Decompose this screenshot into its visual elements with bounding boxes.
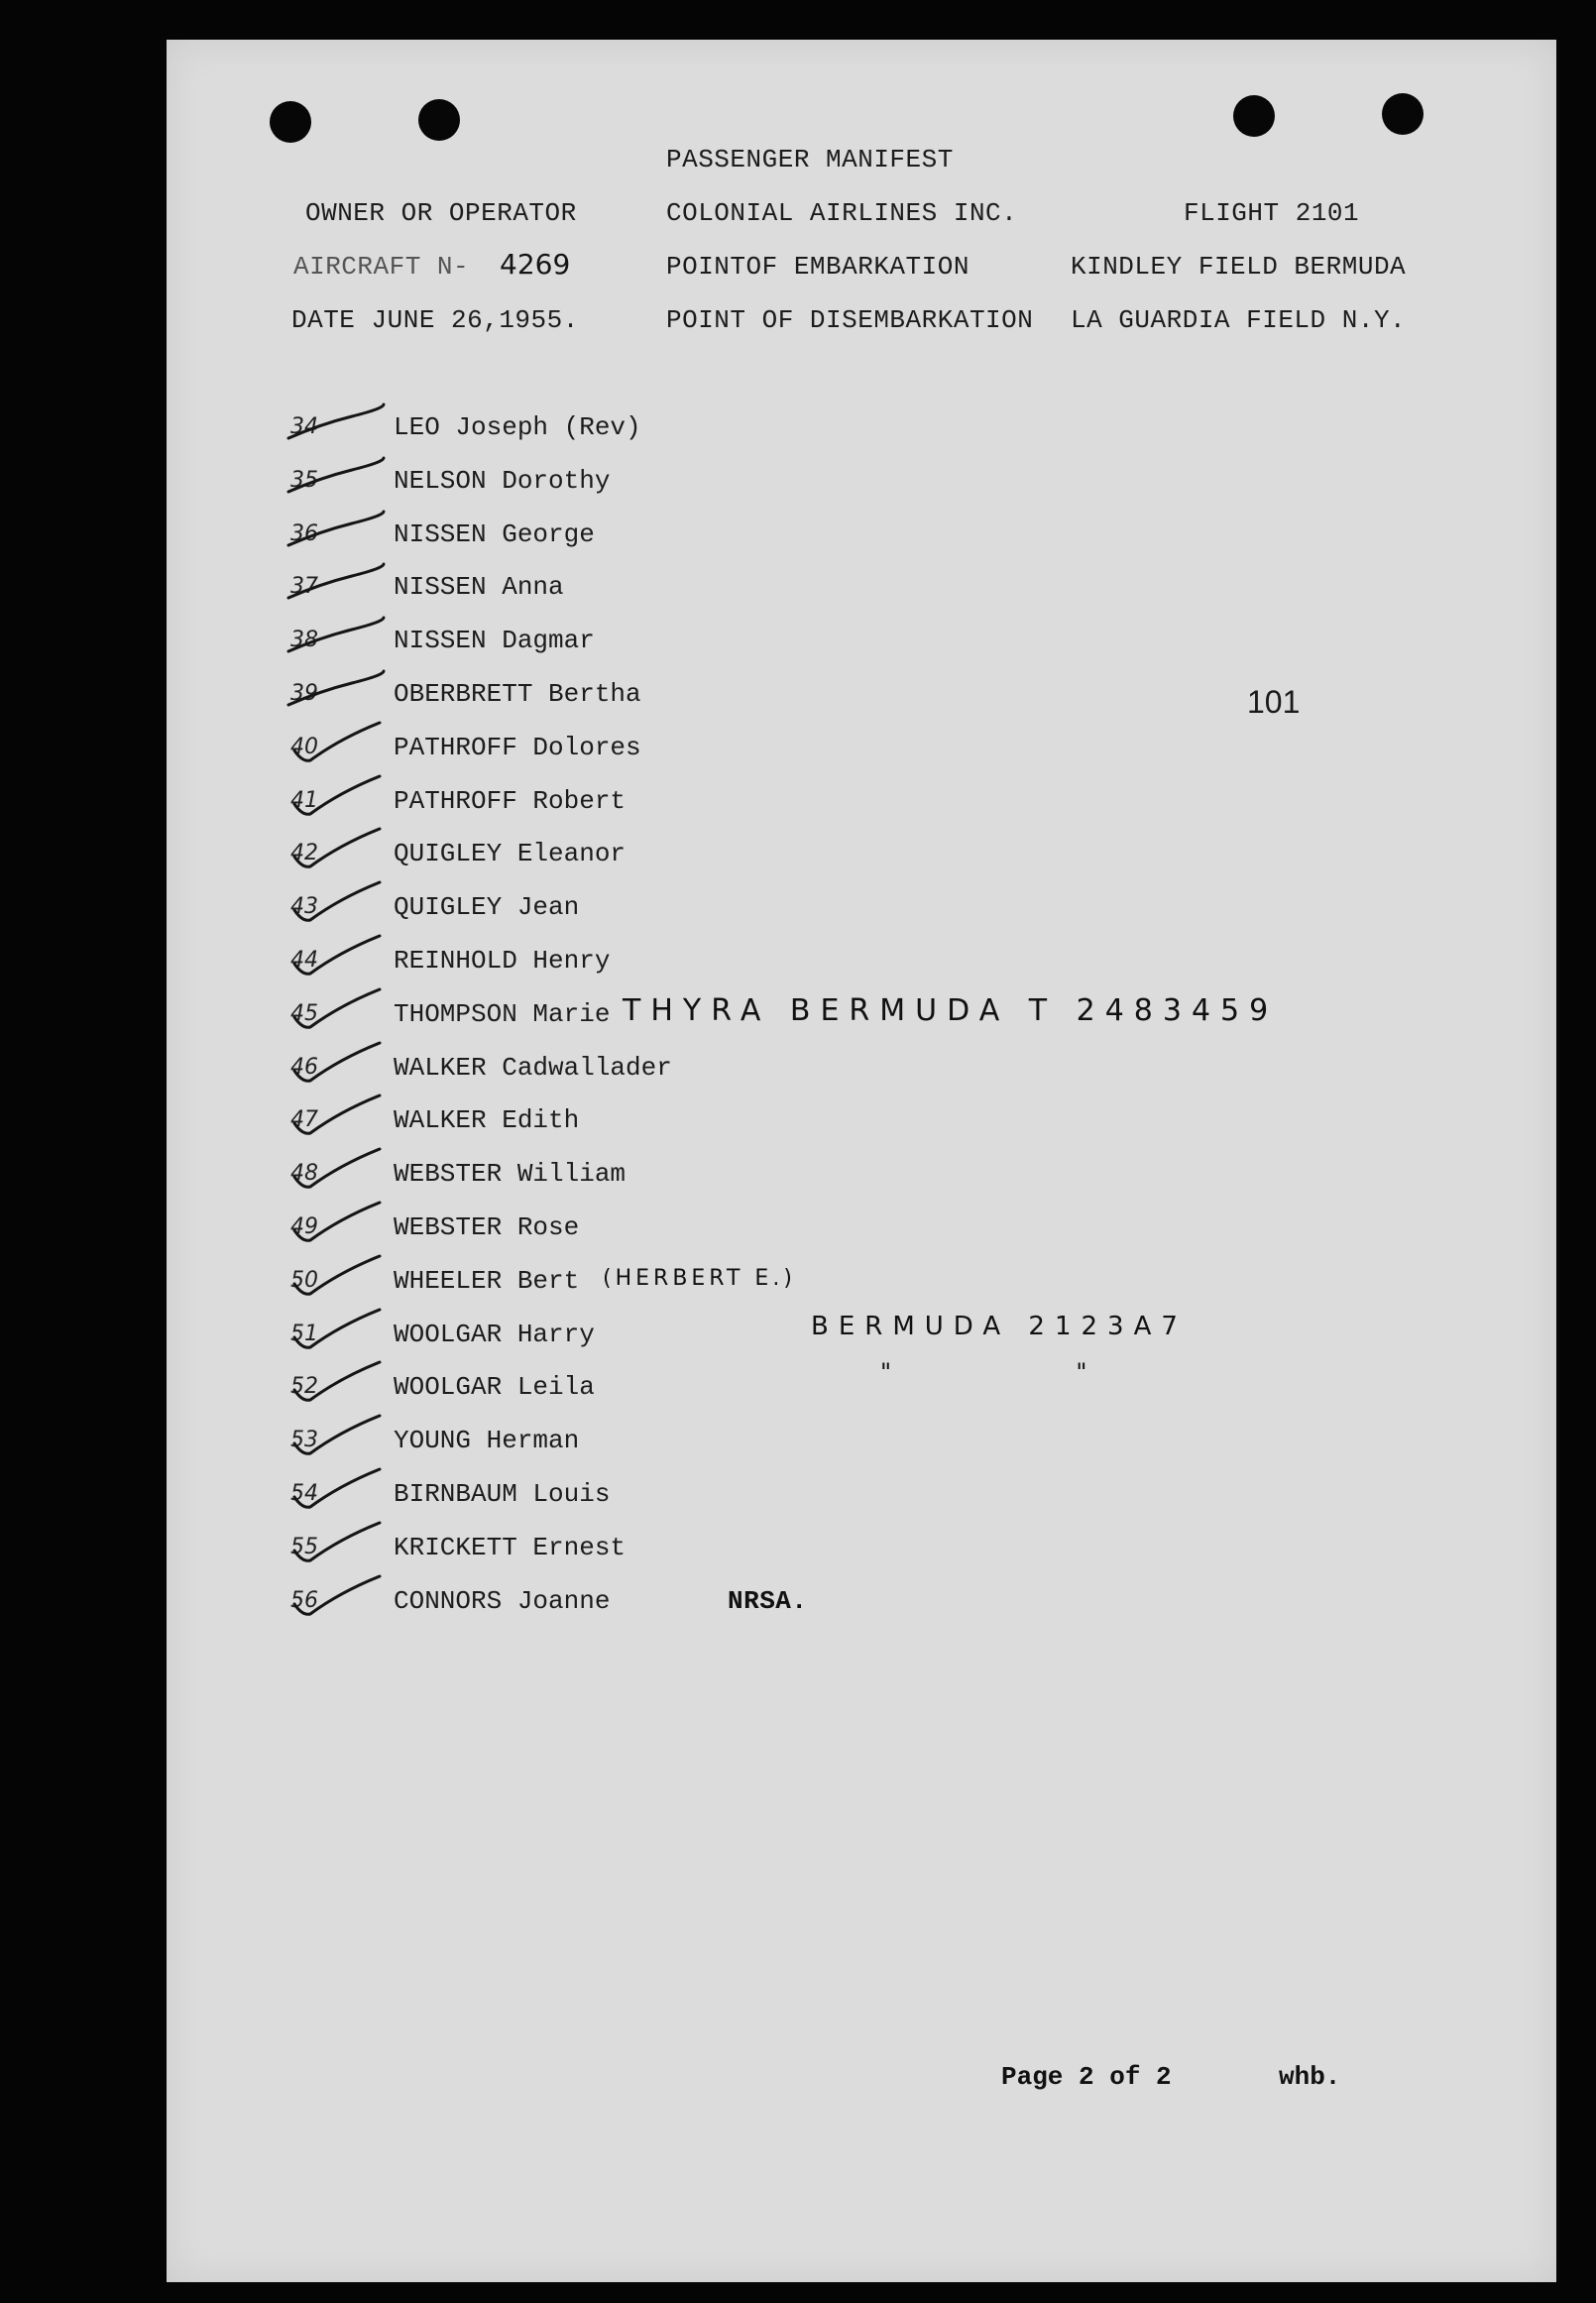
checkmark-icon — [281, 1141, 390, 1201]
passenger-row — [167, 835, 1257, 874]
passenger-name: WOOLGAR Harry — [394, 1319, 595, 1349]
passenger-row — [167, 1209, 1257, 1248]
passenger-note: " " — [880, 1358, 1097, 1387]
passenger-row — [167, 942, 1257, 981]
passenger-row — [167, 462, 1257, 502]
punch-hole — [270, 101, 311, 143]
passenger-name: QUIGLEY Eleanor — [394, 839, 627, 869]
embarkation-label: POINTOF EMBARKATION — [666, 252, 969, 282]
passenger-number: 35 — [290, 467, 318, 493]
checkmark-icon — [281, 661, 390, 721]
owner-label: OWNER OR OPERATOR — [305, 198, 577, 228]
passenger-name: NISSEN Anna — [394, 572, 564, 603]
disembarkation-value: LA GUARDIA FIELD N.Y. — [1071, 305, 1407, 335]
passenger-row — [167, 1262, 1257, 1302]
date-label: DATE JUNE 26,1955. — [291, 305, 579, 335]
manifest-title: PASSENGER MANIFEST — [666, 145, 954, 174]
passenger-number: 49 — [290, 1214, 318, 1239]
passenger-name: PATHROFF Robert — [394, 785, 627, 816]
passenger-number: 54 — [290, 1481, 318, 1506]
passenger-number: 50 — [290, 1267, 318, 1293]
checkmark-icon — [281, 715, 390, 774]
checkmark-icon — [281, 1568, 390, 1628]
passenger-row — [167, 992, 1279, 1035]
passenger-name: WOOLGAR Leila — [394, 1372, 595, 1403]
passenger-row — [167, 1475, 1257, 1515]
passenger-row — [167, 516, 1257, 555]
checkmark-icon — [281, 1195, 390, 1254]
aircraft-label: AIRCRAFT N- — [293, 252, 470, 282]
punch-hole — [1382, 93, 1424, 135]
passenger-name: NISSEN George — [394, 518, 595, 549]
checkmark-icon — [281, 448, 390, 508]
checkmark-icon — [281, 981, 390, 1041]
passenger-number: 37 — [290, 574, 318, 600]
passenger-note: BERMUDA 2123A7 — [811, 1311, 1188, 1341]
punch-hole — [1233, 95, 1275, 137]
passenger-row — [167, 888, 1257, 928]
passenger-row — [167, 568, 1257, 608]
embarkation-value: KINDLEY FIELD BERMUDA — [1071, 252, 1407, 282]
passenger-number: 47 — [290, 1107, 318, 1133]
passenger-row — [167, 408, 1257, 448]
passenger-number: 43 — [290, 894, 318, 920]
passenger-number: 40 — [290, 734, 318, 759]
passenger-name: WHEELER Bert — [394, 1265, 580, 1296]
checkmark-icon — [281, 821, 390, 880]
passenger-name: WEBSTER Rose — [394, 1212, 580, 1242]
checkmark-icon — [281, 1302, 390, 1361]
checkmark-icon — [281, 1354, 390, 1414]
passenger-row — [167, 1101, 1257, 1141]
passenger-row — [167, 782, 1257, 822]
clerk-initials: whb. — [1279, 2062, 1341, 2092]
passenger-row — [167, 1311, 1257, 1355]
passenger-number: 46 — [290, 1054, 318, 1080]
passenger-number: 45 — [290, 1000, 318, 1026]
checkmark-icon — [281, 502, 390, 561]
checkmark-icon — [281, 1088, 390, 1147]
passenger-number: 56 — [290, 1587, 318, 1613]
passenger-name: WALKER Cadwallader — [394, 1052, 672, 1083]
checkmark-icon — [281, 608, 390, 667]
checkmark-icon — [281, 874, 390, 934]
passenger-number: 42 — [290, 841, 318, 866]
page-indicator: Page 2 of 2 — [1001, 2062, 1172, 2092]
passenger-name: YOUNG Herman — [394, 1426, 580, 1456]
passenger-number: 38 — [290, 628, 318, 653]
passenger-row — [167, 1422, 1257, 1461]
passenger-number: 53 — [290, 1428, 318, 1453]
passenger-number: 55 — [290, 1534, 318, 1559]
checkmark-icon — [281, 1035, 390, 1094]
passenger-row — [167, 675, 1257, 715]
passenger-row — [167, 729, 1257, 768]
checkmark-icon — [281, 554, 390, 614]
passenger-number: 36 — [290, 520, 318, 546]
passenger-row — [167, 1049, 1257, 1089]
passenger-name: PATHROFF Dolores — [394, 732, 641, 762]
stamp-number: 101 — [1247, 684, 1301, 720]
checkmark-icon — [281, 395, 390, 454]
aircraft-number: 4269 — [500, 248, 571, 281]
passenger-number: 51 — [290, 1321, 318, 1346]
passenger-name: OBERBRETT Bertha — [394, 679, 641, 709]
passenger-name: THOMPSON Marie — [394, 998, 611, 1029]
passenger-name: LEO Joseph (Rev) — [394, 412, 641, 442]
passenger-row — [167, 1529, 1257, 1568]
passenger-name: WALKER Edith — [394, 1105, 580, 1136]
passenger-name: NELSON Dorothy — [394, 465, 611, 496]
passenger-note: NRSA. — [728, 1585, 808, 1616]
passenger-note: (HERBERT E.) — [603, 1265, 796, 1291]
checkmark-icon — [281, 1461, 390, 1521]
manifest-page — [167, 40, 1556, 2282]
passenger-name: BIRNBAUM Louis — [394, 1479, 611, 1509]
checkmark-icon — [281, 1408, 390, 1467]
checkmark-icon — [281, 1515, 390, 1574]
passenger-note: THYRA BERMUDA T 2483459 — [623, 992, 1279, 1028]
passenger-row — [167, 1155, 1257, 1195]
passenger-name: REINHOLD Henry — [394, 946, 611, 976]
passenger-number: 48 — [290, 1161, 318, 1187]
passenger-name: WEBSTER William — [394, 1159, 627, 1190]
passenger-number: 39 — [290, 681, 318, 706]
passenger-name: NISSEN Dagmar — [394, 626, 595, 656]
flight-number: FLIGHT 2101 — [1184, 198, 1360, 228]
passenger-name: KRICKETT Ernest — [394, 1532, 627, 1562]
checkmark-icon — [281, 928, 390, 987]
passenger-number: 52 — [290, 1374, 318, 1400]
passenger-name: CONNORS Joanne — [394, 1585, 611, 1616]
passenger-number: 44 — [290, 948, 318, 973]
owner-value: COLONIAL AIRLINES INC. — [666, 198, 1018, 228]
passenger-row — [167, 1358, 1257, 1408]
passenger-name: QUIGLEY Jean — [394, 892, 580, 923]
passenger-row — [167, 622, 1257, 661]
passenger-number: 34 — [290, 414, 318, 439]
passenger-row — [167, 1582, 1257, 1622]
checkmark-icon — [281, 768, 390, 828]
passenger-number: 41 — [290, 787, 318, 813]
disembarkation-label: POINT OF DISEMBARKATION — [666, 305, 1034, 335]
checkmark-icon — [281, 1248, 390, 1308]
punch-hole — [418, 99, 460, 141]
